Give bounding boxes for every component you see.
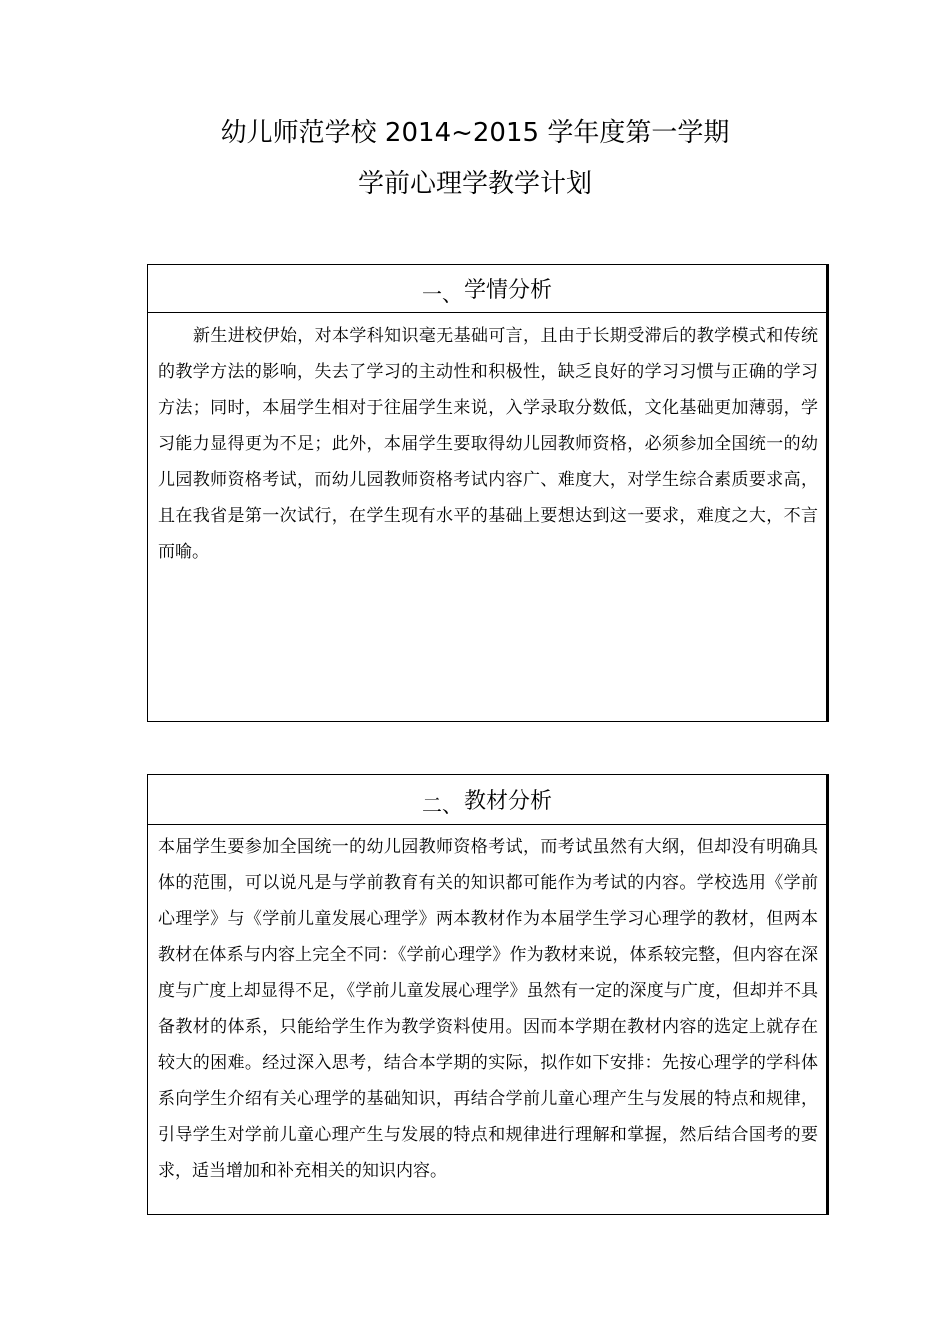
section-number: 二、 bbox=[421, 793, 462, 817]
section-heading-text: 学情分析 bbox=[463, 278, 552, 303]
section-body-text: 本届学生要参加全国统一的幼儿园教师资格考试，而考试虽然有大纲，但却没有明确具体的范围，可以说凡是与学前教育有关的知识都可能作为考试的内容。学校选用《学前心理学》与《学前儿童发展心理学》两本教材作为本届学生学习心理学的教材，但两本教材在体系与内容上完全不同：《学前心理学》作为教材来说，体系较完整，但内容在深度与广度上却显得不足，《学前儿童发展心理学》虽然有一定的深度与广度，但却并不具备教材的体系，只能给学生作为教学资料使用。因而本学期在教材内容的选定上就存在较大的困难。经过深入思考，结合本学期的实际，拟作如下安排：先按心理学的学科体系向学生介绍有关心理学的基础知识，再结合学前儿童心理产生与发展的特点和规律，引导学生对学前儿童心理产生与发展的特点和规律进行理解和掌握，然后结合国考的要求，适当增加和补充相关的知识内容。 bbox=[158, 837, 818, 1181]
document-title: 幼儿师范学校 2014~2015 学年度第一学期 bbox=[220, 118, 730, 148]
section-textbook-analysis bbox=[147, 774, 827, 1215]
section-learning-analysis bbox=[147, 264, 827, 722]
document-subtitle: 学前心理学教学计划 bbox=[357, 169, 592, 199]
section-body-text: 新生进校伊始，对本学科知识毫无基础可言，且由于长期受滞后的教学模式和传统的教学方法的影响，失去了学习的主动性和积极性，缺乏良好的学习习惯与正确的学习方法；同时，本届学生相对于往届学生来说，入学录取分数低，文化基础更加薄弱，学习能力显得更为不足；此外，本届学生要取得幼儿园教师资格，必须参加全国统一的幼儿园教师资格考试，而幼儿园教师资格考试内容广、难度大，对学生综合素质要求高，且在我省是第一次试行，在学生现有水平的基础上要想达到这一要求，难度之大，不言而喻。 bbox=[158, 326, 818, 562]
section-number: 一、 bbox=[421, 282, 462, 306]
section-heading bbox=[148, 775, 826, 825]
section-heading bbox=[148, 265, 826, 313]
section-heading-text: 教材分析 bbox=[463, 789, 552, 814]
